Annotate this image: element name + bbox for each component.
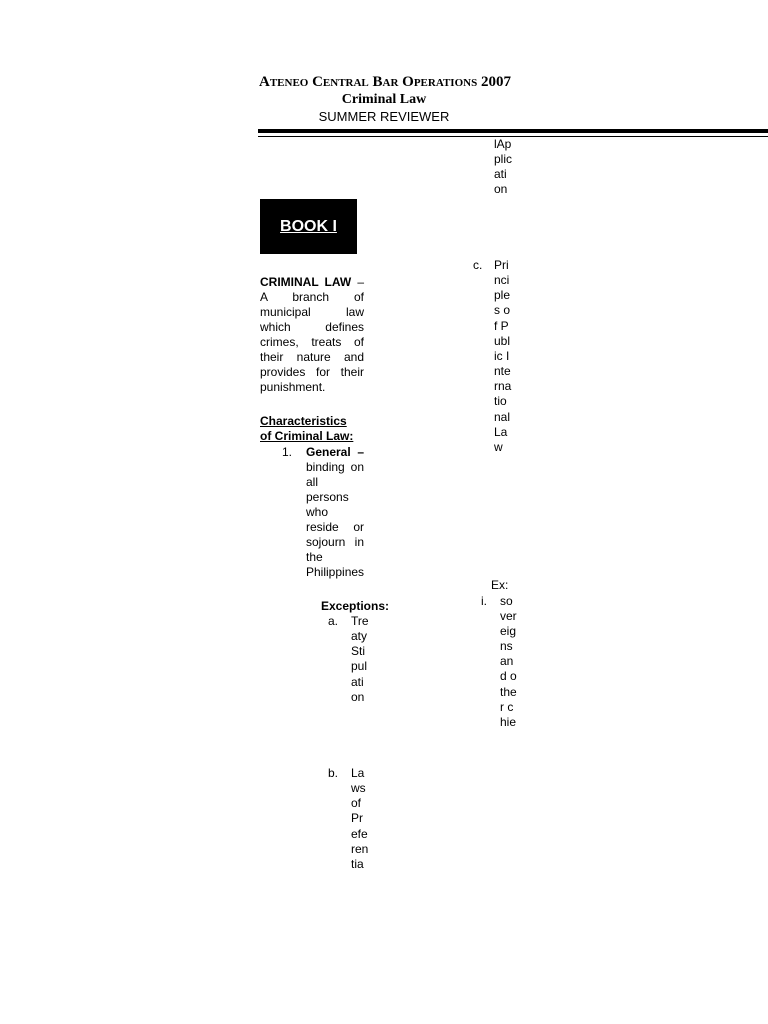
characteristics-heading — [260, 414, 353, 444]
item-i-text: sovereigns and other chie — [500, 594, 517, 729]
item-1-term: General – — [306, 445, 364, 459]
exception-b-label: b. — [328, 766, 339, 780]
header-rule-thin — [258, 136, 768, 137]
item-i-label: i. — [481, 594, 487, 608]
exception-a-text: Treaty Stipulation — [351, 614, 369, 704]
exceptions-label: Exceptions: — [321, 599, 390, 613]
criminal-law-term: CRIMINAL LAW — [260, 275, 352, 289]
characteristics-heading-line1: Characteristics — [260, 414, 347, 428]
exception-a-label: a. — [328, 614, 339, 628]
item-1-general — [306, 445, 364, 580]
criminal-law-definition — [260, 275, 364, 395]
criminal-law-text: – A branch of municipal law which defines crimes, treats of their nature and provides for their punishment. — [260, 275, 364, 394]
header-rule-thick — [258, 129, 768, 133]
characteristics-heading-line2: of Criminal Law: — [260, 429, 354, 443]
header-subtitle: SUMMER REVIEWER — [318, 109, 450, 124]
header-subject: Criminal Law — [341, 92, 427, 107]
item-1-text: binding on all persons who reside or sojourn in the Philippines — [306, 460, 365, 579]
item-c-label: c. — [473, 258, 483, 272]
header-title: Ateneo Central Bar Operations 2007 — [259, 74, 511, 90]
right-top-fragment: lApplication — [494, 137, 513, 197]
book-heading-box — [260, 199, 357, 254]
exception-b-text: Laws of Preferentia — [351, 766, 369, 871]
example-label: Ex: — [491, 578, 509, 592]
item-c-text: Principles of Public International Law — [494, 258, 512, 454]
book-heading: BOOK I — [280, 217, 337, 235]
item-1-number: 1. — [282, 445, 293, 459]
